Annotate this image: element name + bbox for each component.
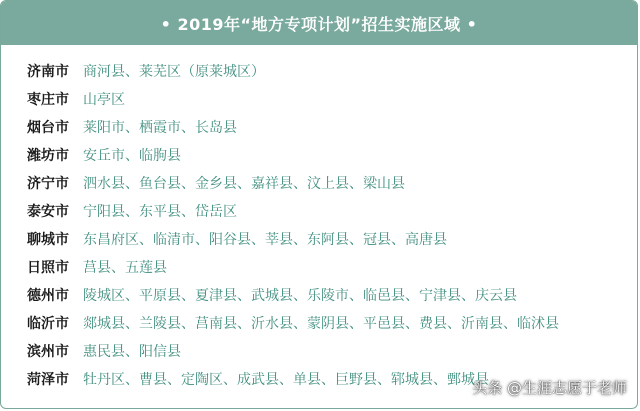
list-item [27,310,637,338]
county-list: 东昌府区、临清市、阳谷县、莘县、东阿县、冠县、高唐县 [83,232,447,248]
city-name: 潍坊市 [27,148,69,164]
county-list: 泗水县、鱼台县、金乡县、嘉祥县、汶上县、梁山县 [83,176,405,192]
card-header [1,1,637,45]
county-list: 牡丹区、曹县、定陶区、成武县、单县、巨野县、郓城县、鄄城县 [83,372,489,388]
list-item [27,282,637,310]
county-list: 莱阳市、栖霞市、长岛县 [83,120,237,136]
city-name: 泰安市 [27,204,69,220]
city-name: 济宁市 [27,176,69,192]
list-item [27,254,637,282]
county-list: 陵城区、平原县、夏津县、武城县、乐陵市、临邑县、宁津县、庆云县 [83,288,517,304]
list-item [27,142,637,170]
card-title: • 2019年“地方专项计划”招生实施区域 • [160,14,478,34]
city-name: 菏泽市 [27,372,69,388]
county-list: 安丘市、临朐县 [83,148,181,164]
city-name: 枣庄市 [27,92,69,108]
county-list: 山亭区 [83,92,125,108]
city-name: 临沂市 [27,316,69,332]
county-list: 郯城县、兰陵县、莒南县、沂水县、蒙阴县、平邑县、费县、沂南县、临沭县 [83,316,559,332]
watermark-text: 头条 @生涯志愿于老师 [472,379,627,397]
list-item [27,114,637,142]
city-name: 滨州市 [27,344,69,360]
list-item [27,226,637,254]
county-list: 商河县、莱芜区（原莱城区） [83,64,265,80]
region-list [1,45,637,394]
city-name: 日照市 [27,260,69,276]
county-list: 宁阳县、东平县、岱岳区 [83,204,237,220]
list-item [27,338,637,366]
city-name: 济南市 [27,64,69,80]
list-item [27,198,637,226]
list-item [27,58,637,86]
city-name: 聊城市 [27,232,69,248]
county-list: 惠民县、阳信县 [83,344,181,360]
city-name: 烟台市 [27,120,69,136]
watermark [472,377,627,398]
list-item [27,170,637,198]
county-list: 莒县、五莲县 [83,260,167,276]
city-name: 德州市 [27,288,69,304]
list-item [27,86,637,114]
